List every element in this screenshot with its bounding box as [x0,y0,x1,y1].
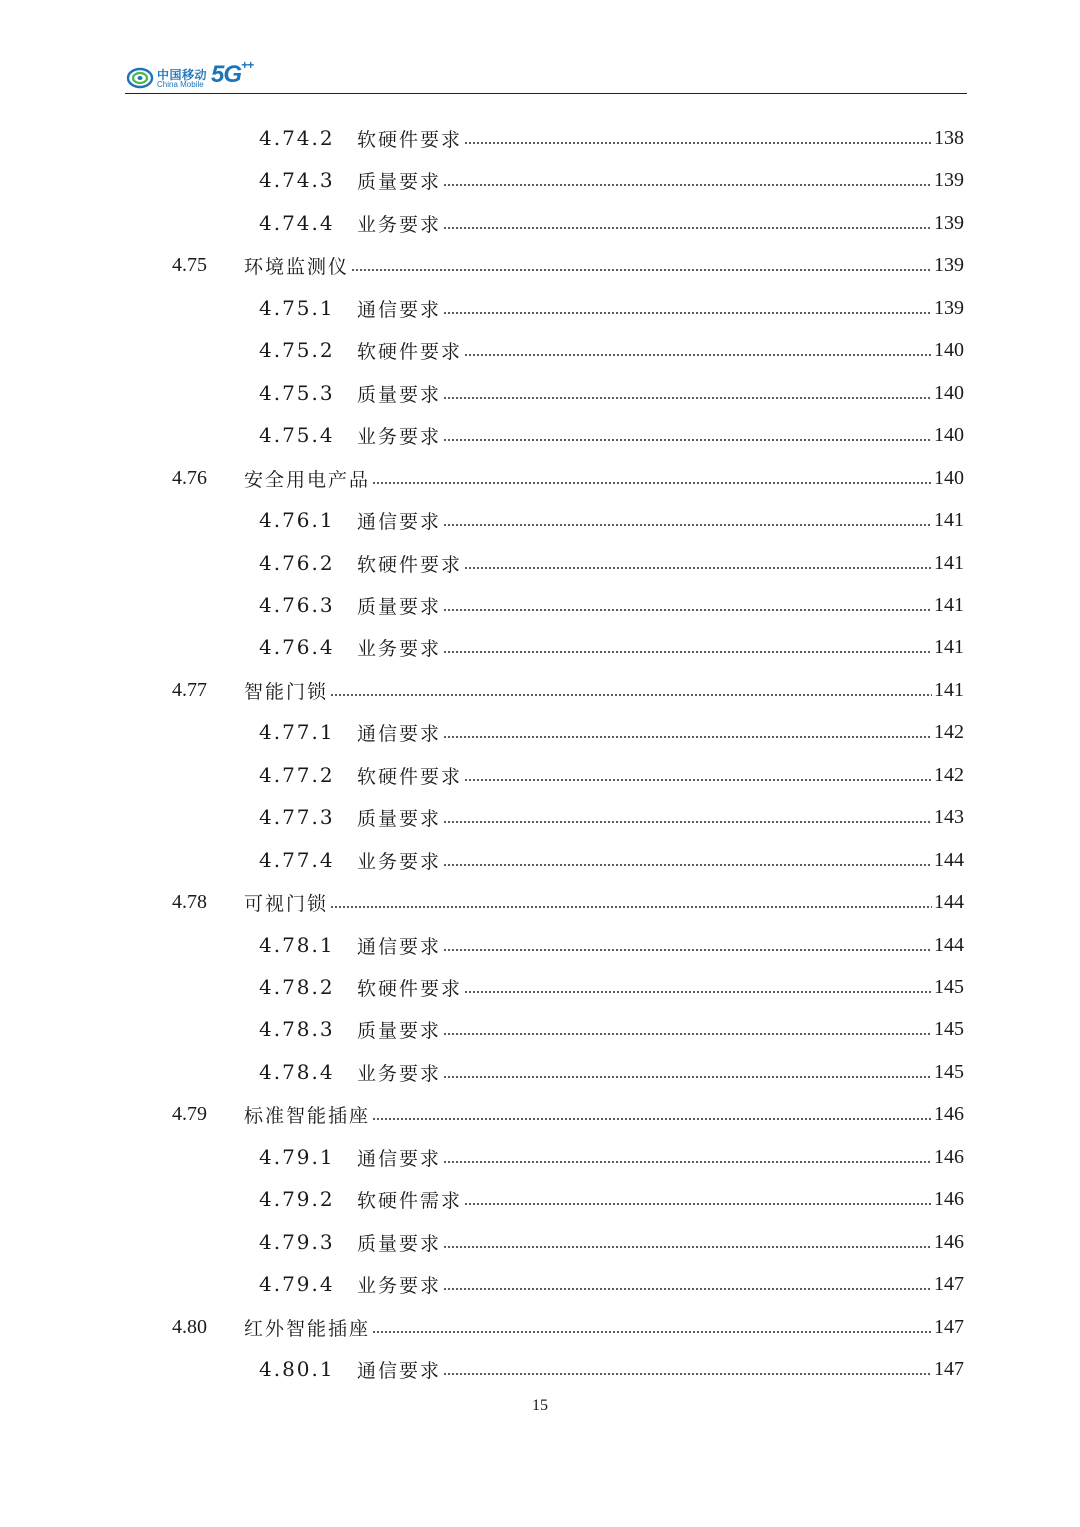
toc-entry [259,1184,964,1214]
toc-entry-title: 业务要求 [357,213,442,236]
toc-entry-title: 软硬件要求 [357,128,463,151]
toc-entry-number: 4.75.1 [259,296,335,320]
toc-entry-page: 145 [934,1060,964,1083]
toc-entry-page: 146 [934,1230,964,1253]
toc-entry [259,1269,964,1299]
toc-entry-number: 4.80 [172,1315,207,1338]
toc-entry-number: 4.79.1 [259,1145,335,1169]
toc-entry-title: 通信要求 [357,935,442,958]
toc-dot-leader [443,609,932,611]
toc-entry-page: 140 [934,381,964,404]
toc-entry-title: 质量要求 [357,807,442,830]
toc-entry-title: 软硬件需求 [357,1189,463,1212]
toc-entry [259,505,964,535]
toc-entry-page: 139 [934,168,964,191]
toc-dot-leader [464,567,932,569]
toc-entry-title: 软硬件要求 [357,977,463,1000]
toc-dot-leader [330,694,932,696]
toc-entry-page: 142 [934,763,964,786]
toc-entry-number: 4.75.3 [259,381,335,405]
toc-entry [172,1099,964,1129]
toc-entry-title: 质量要求 [357,1019,442,1042]
toc-entry-title: 质量要求 [357,170,442,193]
toc-entry-title: 业务要求 [357,637,442,660]
toc-entry-page: 141 [934,551,964,574]
toc-dot-leader [443,1246,932,1248]
toc-entry [259,335,964,365]
toc-dot-leader [443,397,932,399]
toc-entry-page: 139 [934,211,964,234]
toc-entry-page: 141 [934,678,964,701]
toc-entry-page: 141 [934,508,964,531]
toc-entry-title: 通信要求 [357,510,442,533]
toc-entry-title: 通信要求 [357,1147,442,1170]
toc-entry-page: 142 [934,720,964,743]
toc-entry-title: 安全用电产品 [244,468,371,491]
logo-5g [211,58,254,89]
toc-entry-title: 通信要求 [357,1359,442,1382]
toc-entry-title: 可视门锁 [244,892,329,915]
toc-entry-number: 4.75.4 [259,423,335,447]
toc-entry [259,293,964,323]
toc-entry-title: 软硬件要求 [357,553,463,576]
toc-entry-number: 4.78.4 [259,1060,335,1084]
toc-entry-page: 140 [934,466,964,489]
toc-entry-title: 通信要求 [357,722,442,745]
toc-entry-title: 通信要求 [357,298,442,321]
toc-entry [259,165,964,195]
toc-entry-number: 4.75 [172,253,207,276]
toc-entry [259,972,964,1002]
toc-entry [259,548,964,578]
toc-dot-leader [330,906,932,908]
toc-entry [259,802,964,832]
toc-dot-leader [443,184,932,186]
toc-dot-leader [443,1288,932,1290]
toc-entry-title: 质量要求 [357,383,442,406]
toc-entry-title: 业务要求 [357,425,442,448]
toc-entry [259,760,964,790]
toc-entry-page: 146 [934,1102,964,1125]
toc-entry-number: 4.78.1 [259,933,335,957]
toc-entry-page: 139 [934,253,964,276]
toc-entry-page: 147 [934,1315,964,1338]
toc-entry [259,590,964,620]
toc-dot-leader [443,1033,932,1035]
toc-dot-leader [464,1203,932,1205]
toc-entry-number: 4.77 [172,678,207,701]
toc-entry [259,378,964,408]
toc-entry-title: 智能门锁 [244,680,329,703]
toc-entry-title: 红外智能插座 [244,1317,371,1340]
toc-dot-leader [443,1161,932,1163]
toc-entry-page: 144 [934,933,964,956]
toc-dot-leader [351,269,932,271]
toc-entry-page: 140 [934,423,964,446]
toc-entry-number: 4.76 [172,466,207,489]
toc-dot-leader [443,1373,932,1375]
toc-entry-title: 业务要求 [357,850,442,873]
header-rule [125,93,967,94]
toc-entry-number: 4.79.3 [259,1230,335,1254]
toc-dot-leader [443,227,932,229]
toc-entry [259,717,964,747]
toc-entry [259,123,964,153]
toc-entry-page: 146 [934,1145,964,1168]
toc-entry-page: 147 [934,1357,964,1380]
logo-text-cn: 中国移动 [157,68,208,82]
toc-dot-leader [443,524,932,526]
logo-text-en: China Mobile [157,80,204,89]
toc-entry-page: 145 [934,1017,964,1040]
toc-entry-number: 4.75.2 [259,338,335,362]
toc-dot-leader [464,779,932,781]
toc-entry-page: 139 [934,296,964,319]
toc-entry [259,1354,964,1384]
china-mobile-logo-icon [125,63,155,93]
toc-entry [172,1312,964,1342]
toc-dot-leader [443,651,932,653]
toc-entry-number: 4.76.4 [259,635,335,659]
toc-entry [259,1014,964,1044]
toc-entry-page: 144 [934,890,964,913]
toc-entry [259,1057,964,1087]
toc-dot-leader [372,1118,932,1120]
toc-entry-number: 4.74.3 [259,168,335,192]
toc-dot-leader [443,821,932,823]
toc-entry-page: 144 [934,848,964,871]
page-header [125,58,967,98]
toc-dot-leader [443,949,932,951]
toc-entry-page: 145 [934,975,964,998]
logo-5g-plus: ++ [241,58,254,72]
toc-entry-title: 软硬件要求 [357,340,463,363]
toc-entry-page: 141 [934,635,964,658]
toc-entry-number: 4.77.1 [259,720,335,744]
toc-entry-number: 4.74.4 [259,211,335,235]
toc-entry-title: 标准智能插座 [244,1104,371,1127]
toc-entry-number: 4.77.4 [259,848,335,872]
toc-entry-title: 软硬件要求 [357,765,463,788]
toc-entry-title: 环境监测仪 [244,255,350,278]
toc-entry [259,930,964,960]
toc-entry-number: 4.76.1 [259,508,335,532]
toc-entry [172,463,964,493]
toc-entry [172,250,964,280]
page-number: 15 [532,1397,548,1414]
toc-entry-page: 140 [934,338,964,361]
toc-entry-number: 4.76.2 [259,551,335,575]
toc-entry [259,632,964,662]
toc-entry-number: 4.77.2 [259,763,335,787]
toc-entry-page: 147 [934,1272,964,1295]
toc-entry-number: 4.78 [172,890,207,913]
toc-entry-number: 4.77.3 [259,805,335,829]
toc-dot-leader [443,864,932,866]
toc-entry-number: 4.79.2 [259,1187,335,1211]
toc-entry-page: 141 [934,593,964,616]
toc-entry-title: 质量要求 [357,595,442,618]
toc-dot-leader [443,1076,932,1078]
toc-entry [172,887,964,917]
logo-5g-text: 5G [211,61,242,88]
toc-dot-leader [464,142,932,144]
toc-entry [259,1227,964,1257]
toc-entry-number: 4.76.3 [259,593,335,617]
toc-dot-leader [464,991,932,993]
toc-entry-page: 138 [934,126,964,149]
toc-dot-leader [443,312,932,314]
toc-entry-title: 业务要求 [357,1274,442,1297]
toc-dot-leader [372,482,932,484]
toc-entry [259,208,964,238]
toc-dot-leader [443,736,932,738]
toc-entry [172,675,964,705]
toc-entry-number: 4.79 [172,1102,207,1125]
toc-entry [259,420,964,450]
toc-entry-number: 4.80.1 [259,1357,335,1381]
toc-dot-leader [464,354,932,356]
toc-entry [259,845,964,875]
toc-entry-number: 4.78.3 [259,1017,335,1041]
toc-entry-title: 质量要求 [357,1232,442,1255]
toc-entry-title: 业务要求 [357,1062,442,1085]
toc-dot-leader [443,439,932,441]
toc-entry-number: 4.78.2 [259,975,335,999]
toc-entry-page: 146 [934,1187,964,1210]
toc-dot-leader [372,1331,932,1333]
toc-entry-page: 143 [934,805,964,828]
toc-entry [259,1142,964,1172]
toc-entry-number: 4.74.2 [259,126,335,150]
toc-entry-number: 4.79.4 [259,1272,335,1296]
